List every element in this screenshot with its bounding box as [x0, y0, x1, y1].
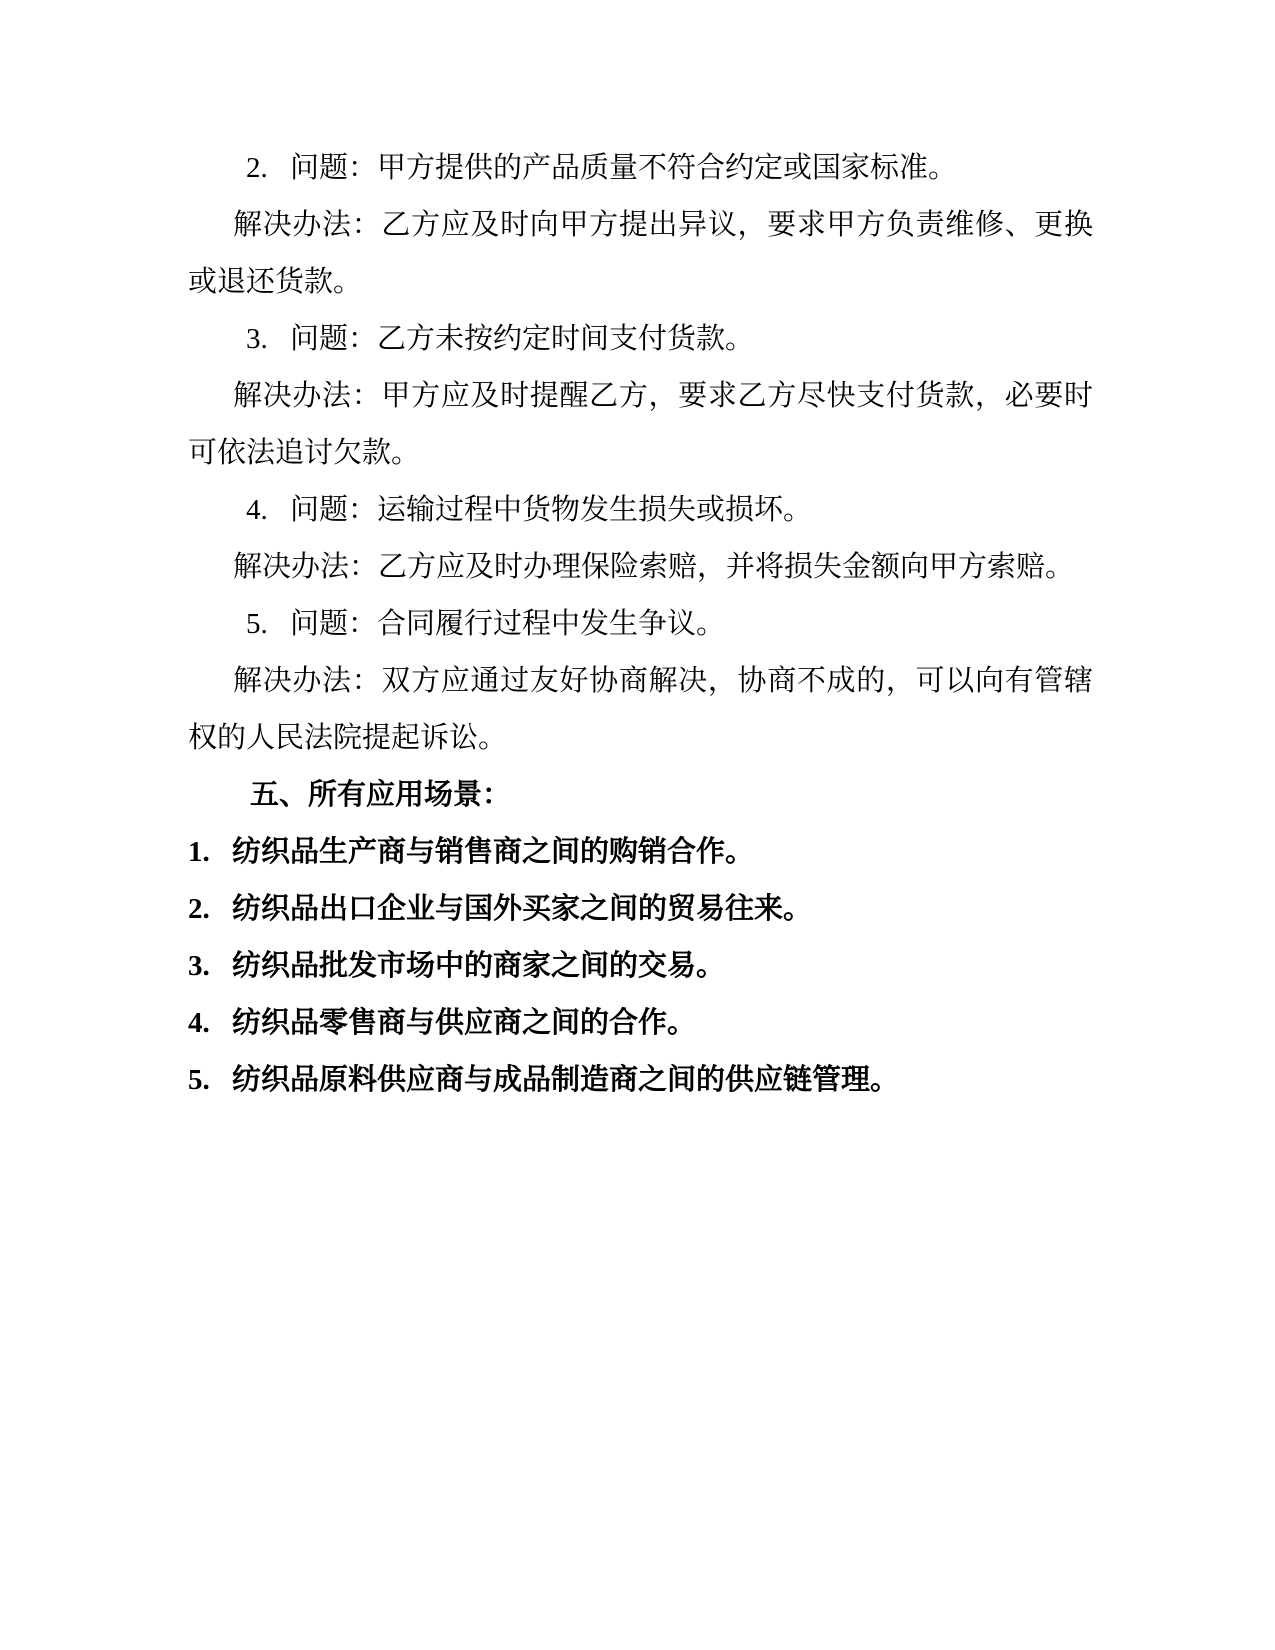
- qa-question-4: [188, 482, 1093, 539]
- qa-question-2: [188, 140, 1093, 197]
- scenario-item-1-number: 1.: [188, 836, 210, 868]
- qa-question-5-number: 5.: [246, 608, 268, 640]
- qa-question-5-text: 问题：合同履行过程中发生争议。: [290, 608, 726, 640]
- scenario-item-3-text: 纺织品批发市场中的商家之间的交易。: [232, 950, 726, 982]
- qa-question-2-number: 2.: [246, 152, 268, 184]
- qa-question-3-number: 3.: [246, 323, 268, 355]
- qa-solution-4: 解决办法：乙方应及时办理保险索赔，并将损失金额向甲方索赔。: [233, 551, 1075, 583]
- scenario-item-5: [188, 1052, 1093, 1109]
- qa-question-3-text: 问题：乙方未按约定时间支付货款。: [290, 323, 755, 355]
- scenario-item-4-text: 纺织品零售商与供应商之间的合作。: [232, 1007, 697, 1039]
- qa-question-5: [188, 596, 1093, 653]
- section-heading: 五、所有应用场景：: [250, 779, 512, 811]
- qa-solution-5: 解决办法：双方应通过友好协商解决，协商不成的，可以向有管辖权的人民法院提起诉讼。: [188, 665, 1093, 754]
- qa-question-4-number: 4.: [246, 494, 268, 526]
- scenario-item-4-number: 4.: [188, 1007, 210, 1039]
- qa-solution-3: 解决办法：甲方应及时提醒乙方，要求乙方尽快支付货款，必要时可依法追讨欠款。: [188, 380, 1093, 469]
- scenario-item-5-text: 纺织品原料供应商与成品制造商之间的供应链管理。: [232, 1064, 900, 1096]
- document-content: [188, 140, 1093, 1109]
- qa-solution-2: 解决办法：乙方应及时向甲方提出异议，要求甲方负责维修、更换或退还货款。: [188, 209, 1093, 298]
- qa-question-3: [188, 311, 1093, 368]
- qa-question-2-text: 问题：甲方提供的产品质量不符合约定或国家标准。: [290, 152, 958, 184]
- scenario-item-3: [188, 938, 1093, 995]
- scenario-item-2: [188, 881, 1093, 938]
- scenario-item-5-number: 5.: [188, 1064, 210, 1096]
- qa-question-4-text: 问题：运输过程中货物发生损失或损坏。: [290, 494, 813, 526]
- scenario-item-3-number: 3.: [188, 950, 210, 982]
- scenario-item-1: [188, 824, 1093, 881]
- scenario-item-4: [188, 995, 1093, 1052]
- scenario-item-2-text: 纺织品出口企业与国外买家之间的贸易往来。: [232, 893, 813, 925]
- scenario-item-1-text: 纺织品生产商与销售商之间的购销合作。: [232, 836, 755, 868]
- scenario-item-2-number: 2.: [188, 893, 210, 925]
- document-page: [188, 140, 1093, 1109]
